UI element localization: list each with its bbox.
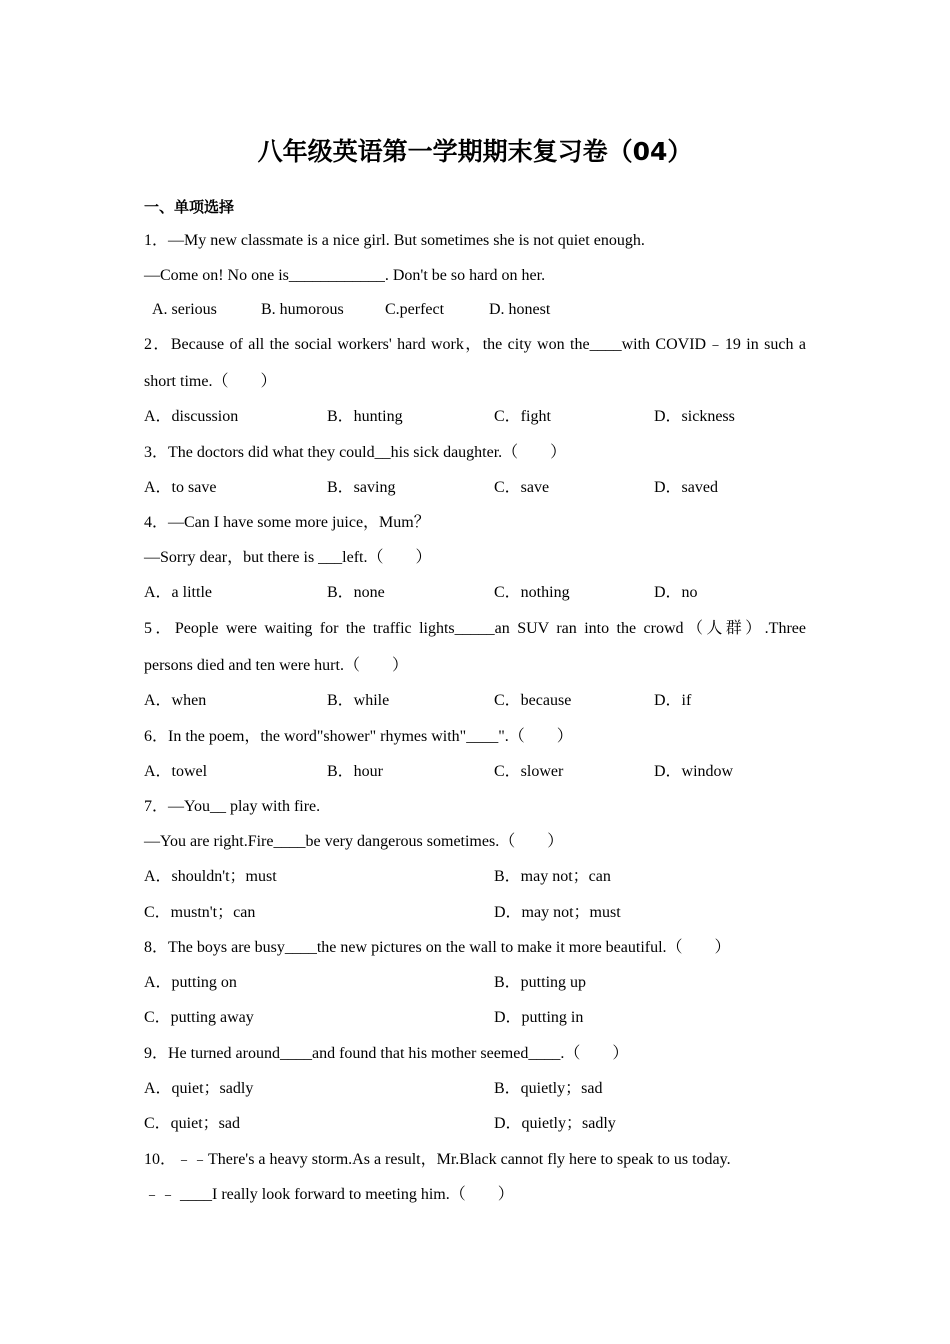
option-a: A．to save bbox=[144, 479, 217, 496]
option-d: D．may not；must bbox=[494, 904, 621, 921]
question-stem: 8．The boys are busy____the new pictures on the wall to make it more beautiful.（ ） bbox=[144, 939, 731, 956]
page-title: 八年级英语第一学期期末复习卷（04） bbox=[257, 137, 693, 166]
option-d: D．no bbox=[654, 584, 698, 601]
option-a: A．putting on bbox=[144, 974, 237, 991]
option-b: B. humorous bbox=[261, 301, 344, 318]
question-stem: 6．In the poem，the word"shower" rhymes with"____".（ ） bbox=[144, 728, 573, 745]
question-stem: 5．People were waiting for the traffic lights_____an SUV ran into the crowd（人群）.Three bbox=[144, 620, 806, 637]
question-stem: 1．—My new classmate is a nice girl. But sometimes she is not quiet enough. bbox=[144, 232, 645, 249]
question-line: —Sorry dear，but there is ___left.（ ） bbox=[144, 549, 432, 566]
option-c: C．because bbox=[494, 692, 572, 709]
option-b: B．hour bbox=[327, 763, 384, 780]
option-b: B．while bbox=[327, 692, 390, 709]
question-line: ﹣﹣ ____I really look forward to meeting him.（ ） bbox=[144, 1186, 514, 1203]
question-line: persons died and ten were hurt.（ ） bbox=[144, 657, 408, 674]
option-b: B．putting up bbox=[494, 974, 587, 991]
option-b: B．may not；can bbox=[494, 868, 611, 885]
option-c: C．fight bbox=[494, 408, 551, 425]
question-line: —Come on! No one is____________. Don't be so hard on her. bbox=[144, 267, 546, 284]
option-d: D．window bbox=[654, 763, 734, 780]
question-stem: 7．—You__ play with fire. bbox=[144, 798, 321, 815]
option-c: C．mustn't；can bbox=[144, 904, 256, 921]
option-a: A．shouldn't；must bbox=[144, 868, 277, 885]
option-b: B．none bbox=[327, 584, 385, 601]
option-a: A. serious bbox=[152, 301, 217, 318]
question-stem: 9．He turned around____and found that his mother seemed____.（ ） bbox=[144, 1045, 629, 1062]
option-a: A．when bbox=[144, 692, 207, 709]
question-line: short time.（ ） bbox=[144, 373, 277, 390]
option-d: D．if bbox=[654, 692, 692, 709]
option-d: D．putting in bbox=[494, 1009, 584, 1026]
option-a: A．a little bbox=[144, 584, 212, 601]
question-stem: 3．The doctors did what they could__his sick daughter.（ ） bbox=[144, 444, 567, 461]
option-a: A．quiet；sadly bbox=[144, 1080, 254, 1097]
option-d: D．quietly；sadly bbox=[494, 1115, 616, 1132]
option-c: C．save bbox=[494, 479, 550, 496]
option-c: C.perfect bbox=[385, 301, 445, 318]
question-line: —You are right.Fire____be very dangerous sometimes.（ ） bbox=[144, 833, 564, 850]
option-d: D. honest bbox=[489, 301, 551, 318]
option-c: C．quiet；sad bbox=[144, 1115, 240, 1132]
option-b: B．saving bbox=[327, 479, 396, 496]
question-stem: 10．﹣﹣There's a heavy storm.As a result，Mr.Black cannot fly here to speak to us today. bbox=[144, 1151, 731, 1168]
option-a: A．towel bbox=[144, 763, 208, 780]
option-c: C．slower bbox=[494, 763, 564, 780]
option-a: A．discussion bbox=[144, 408, 239, 425]
option-d: D．saved bbox=[654, 479, 718, 496]
question-stem: 2．Because of all the social workers' hard work，the city won the____with COVID﹣19 in such a bbox=[144, 336, 806, 353]
question-stem: 4．—Can I have some more juice，Mum？ bbox=[144, 514, 430, 531]
option-b: B．quietly；sad bbox=[494, 1080, 603, 1097]
option-d: D．sickness bbox=[654, 408, 735, 425]
section-heading: 一、单项选择 bbox=[144, 198, 235, 216]
option-c: C．putting away bbox=[144, 1009, 254, 1026]
option-b: B．hunting bbox=[327, 408, 403, 425]
option-c: C．nothing bbox=[494, 584, 570, 601]
